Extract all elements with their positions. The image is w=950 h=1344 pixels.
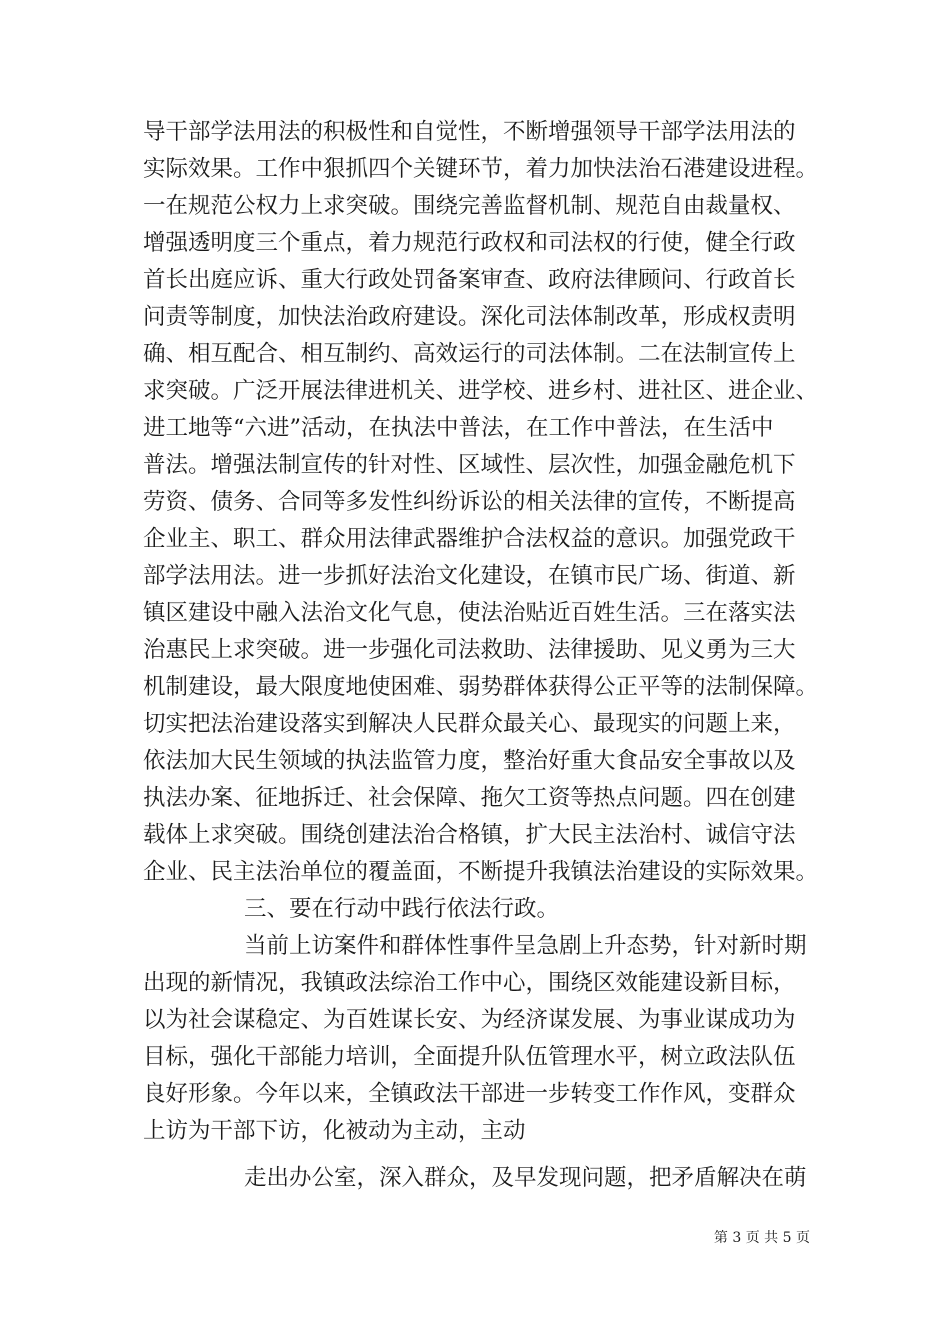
text-line: 治惠民上求突破。进一步强化司法救助、法律援助、见义勇为三大 (143, 637, 796, 663)
text-line: 企业、民主法治单位的覆盖面，不断提升我镇法治建设的实际效果。 (143, 859, 819, 885)
text-line: 切实把法治建设落实到解决人民群众最关心、最现实的问题上来， (143, 711, 796, 737)
text-line: 机制建设，最大限度地使困难、弱势群体获得公正平等的法制保障。 (143, 674, 819, 700)
text-line: 求突破。广泛开展法律进机关、进学校、进乡村、进社区、进企业、 (143, 378, 819, 404)
text-line: 增强透明度三个重点，着力规范行政权和司法权的行使，健全行政 (143, 230, 796, 256)
text-line: 实际效果。工作中狠抓四个关键环节，着力加快法治石港建设进程。 (143, 156, 819, 182)
text-line: 企业主、职工、群众用法律武器维护合法权益的意识。加强党政干 (143, 526, 796, 552)
text-line: 走出办公室，深入群众，及早发现问题，把矛盾解决在萌 (244, 1165, 807, 1191)
body-text (143, 114, 823, 1197)
text-line: 部学法用法。进一步抓好法治文化建设，在镇市民广场、街道、新 (143, 563, 796, 589)
text-line: 一在规范公权力上求突破。围绕完善监督机制、规范自由裁量权、 (143, 193, 796, 219)
section-heading: 三、要在行动中践行依法行政。 (244, 896, 560, 922)
text-line: 劳资、债务、合同等多发性纠纷诉讼的相关法律的宣传，不断提高 (143, 489, 796, 515)
text-line: 导干部学法用法的积极性和自觉性，不断增强领导干部学法用法的 (143, 119, 796, 145)
text-line: 普法。增强法制宣传的针对性、区域性、层次性，加强金融危机下 (143, 452, 796, 478)
text-line: 目标，强化干部能力培训，全面提升队伍管理水平，树立政法队伍 (143, 1044, 796, 1070)
paragraph-gap (143, 1150, 823, 1160)
text-line: 问责等制度，加快法治政府建设。深化司法体制改革，形成权责明 (143, 304, 796, 330)
text-line: 确、相互配合、相互制约、高效运行的司法体制。二在法制宣传上 (143, 341, 796, 367)
text-line: 载体上求突破。围绕创建法治合格镇，扩大民主法治村、诚信守法 (143, 822, 796, 848)
text-line: 当前上访案件和群体性事件呈急剧上升态势，针对新时期 (244, 933, 807, 959)
text-line: 依法加大民生领域的执法监管力度，整治好重大食品安全事故以及 (143, 748, 796, 774)
text-line: 镇区建设中融入法治文化气息，使法治贴近百姓生活。三在落实法 (143, 600, 796, 626)
text-line: 进工地等“六进”活动，在执法中普法，在工作中普法，在生活中 (143, 415, 774, 441)
text-line: 出现的新情况，我镇政法综治工作中心，围绕区效能建设新目标， (143, 970, 796, 996)
text-line: 以为社会谋稳定、为百姓谋长安、为经济谋发展、为事业谋成功为 (143, 1007, 796, 1033)
text-line: 首长出庭应诉、重大行政处罚备案审查、政府法律顾问、行政首长 (143, 267, 796, 293)
text-line: 良好形象。今年以来，全镇政法干部进一步转变工作作风，变群众 (143, 1081, 796, 1107)
text-line: 执法办案、征地拆迁、社会保障、拖欠工资等热点问题。四在创建 (143, 785, 796, 811)
text-line: 上访为干部下访，化被动为主动，主动 (143, 1118, 526, 1144)
page-number: 第 3 页 共 5 页 (713, 1230, 810, 1246)
